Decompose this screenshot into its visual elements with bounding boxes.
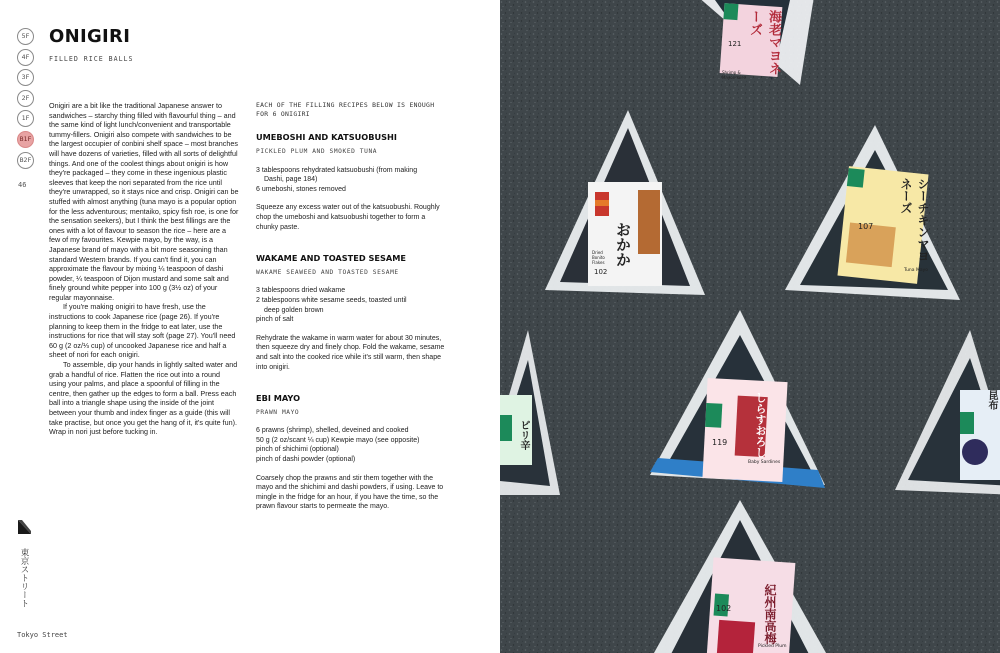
ingredient-list xyxy=(256,166,446,195)
recipe-subtitle: PRAWN MAYO xyxy=(256,408,300,416)
page-title: ONIGIRI xyxy=(49,26,131,47)
onigiri-label-tuna: シーチキンマヨネーズ xyxy=(899,178,930,262)
ingredient: 3 tablespoons rehydrated katsuobushi (from making xyxy=(256,166,418,174)
floor-navigation xyxy=(17,28,34,172)
section-vertical-label: 東京ストリート xyxy=(19,548,29,608)
onigiri-sub-okaka: Dried Bonito Flakes xyxy=(592,250,605,265)
recipe-method: Rehydrate the wakame in warm water for about 30 minutes, then squeeze dry and finely chop. Fold the wakame, sesame and salt into the cooked rice while it's still warm, then shape into onigiri. xyxy=(256,334,445,371)
onigiri-icon xyxy=(16,518,32,536)
ingredient: 3 tablespoons dried wakame xyxy=(256,287,346,295)
onigiri-price-okaka: 102 xyxy=(594,268,608,276)
recipe-yield-note: EACH OF THE FILLING RECIPES BELOW IS ENOUGH FOR 6 ONIGIRI xyxy=(256,101,435,119)
onigiri-label-shirasu: しらすおろし xyxy=(754,392,767,458)
ingredient: 6 prawns (shrimp), shelled, deveined and cooked xyxy=(256,427,409,435)
recipe-title: EBI MAYO xyxy=(256,393,301,404)
onigiri-label-ume: 紀州南高梅 xyxy=(763,584,777,644)
onigiri-sub-tuna: Tuna Mayo xyxy=(904,268,929,273)
rice-paragraph: If you're making onigiri to have fresh, use the instructions to cook Japanese rice (page 26). If you're planning to keep them in the fridge to eat later, use the instructions for rice that will stay soft (page 27). You'll need 60 g (2 oz/⅓ cup) of uncooked Japanese rice and half a sheet of nori for each onigiri. xyxy=(49,302,236,360)
intro-paragraph: Onigiri are a bit like the traditional Japanese answer to sandwiches – starchy thing filled with flavourful thing – and the same kind of light lunch/convenient and transportable tummy-fillers. Onigiri also compete with sandwiches to be the largest occupier of conbini shelf space – most branches will have dozens of varieties, filled with all sorts of delightful things. And one of the coolest things about onigiri is how they're packaged – they come in these ingenious plastic sleeves that keep the nori separated from the rice until they're unwrapped, so it stays nice and crisp. Onigiri can be stuffed with almost anything (tuna mayo is a popular option for the less adventurous; mentaiko, spicy fish roe, is one for the sensation seekers), but I think the best fillings are the ones with a lot of flavour to season the rice – here are a few of my favourites. Kewpie mayo, by the way, is a Japanese brand of mayo with a bit more seasoning than standard Western brands. If you can't find it, you can approximate the flavour by mixing ¼ teaspoon of dashi powder, ¼ teaspoon of Dijon mustard and some salt and finely ground white pepper into 100 g (3½ oz) of your regular mayonnaise. xyxy=(49,101,239,302)
onigiri-sub-shrimp: Shrimp & Mayonnaise xyxy=(722,70,746,80)
page-number: 46 xyxy=(18,181,27,189)
assembly-paragraph: To assemble, dip your hands in lightly salted water and grab a handful of rice. Flatten the rice out into a round using your palms, and place a spoonful of filling in the centre, then gather up the edges to form a ball. Press each ball into a triangle shape using the inside of the joint between your thumb and index finger as a guide (this will take practise, but once you get the hang of it, it's quite fun). Wrap in nori just before tucking in. xyxy=(49,360,238,437)
floor-1f-button[interactable]: 1F xyxy=(17,110,34,127)
ingredient: pinch of shichimi (optional) xyxy=(256,446,339,454)
floor-3f-button[interactable]: 3F xyxy=(17,69,34,86)
book-footer-label: Tokyo Street xyxy=(17,631,68,639)
onigiri-label-okaka: おかか xyxy=(614,222,632,267)
ingredient: 50 g (2 oz/scant ¼ cup) Kewpie mayo (see opposite) xyxy=(256,436,420,444)
floor-4f-button[interactable]: 4F xyxy=(17,49,34,66)
ingredient: deep golden brown xyxy=(264,306,324,314)
recipe-wakame xyxy=(256,254,446,372)
onigiri-price-tuna: 107 xyxy=(858,222,874,231)
ingredient: pinch of salt xyxy=(256,316,294,324)
intro-column xyxy=(49,101,239,437)
floor-b2f-button[interactable]: B2F xyxy=(17,152,34,169)
floor-2f-button[interactable]: 2F xyxy=(17,90,34,107)
ingredient: 6 umeboshi, stones removed xyxy=(256,185,346,193)
floor-5f-button[interactable]: 5F xyxy=(17,28,34,45)
recipe-ebi-mayo xyxy=(256,394,446,512)
ingredient: pinch of dashi powder (optional) xyxy=(256,456,356,464)
onigiri-photo xyxy=(500,0,1000,653)
onigiri-sub-shirasu: Baby Sardines xyxy=(748,460,781,465)
recipe-title: UMEBOSHI AND KATSUOBUSHI xyxy=(256,132,397,143)
ingredient-list xyxy=(256,426,446,464)
recipe-subtitle: PICKLED PLUM AND SMOKED TUNA xyxy=(256,148,378,155)
page-subtitle: FILLED RICE BALLS xyxy=(49,55,134,63)
onigiri-label-shrimp: 海老マヨネーズ xyxy=(747,10,781,75)
onigiri-sub-ume: Pickled Plum xyxy=(758,644,787,649)
recipe-method: Squeeze any excess water out of the katsuobushi. Roughly chop the umeboshi and katsuobushi together to form a chunky paste. xyxy=(256,204,440,231)
onigiri-label-kombu: 昆布 xyxy=(986,390,997,410)
ingredient: 2 tablespoons white sesame seeds, toasted until xyxy=(256,296,407,304)
recipe-method: Coarsely chop the prawns and stir them together with the mayo and the shichimi and dashi powders, if using. Leave to mingle in the fridge for an hour, if you have the time, so the prawn flavour starts to permeate the mayo. xyxy=(256,474,444,511)
ingredient-list xyxy=(256,286,446,324)
onigiri-price-shirasu: 119 xyxy=(712,438,728,447)
ingredient: Dashi, page 184) xyxy=(264,176,318,184)
onigiri-label-pirikara: ピリ辛 xyxy=(518,420,529,450)
recipe-umeboshi xyxy=(256,133,446,232)
recipe-subtitle: WAKAME SEAWEED AND TOASTED SESAME xyxy=(256,268,399,276)
floor-b1f-button[interactable]: B1F xyxy=(17,131,34,148)
onigiri-price-ume: 102 xyxy=(716,604,732,613)
asphalt-background xyxy=(500,0,1000,653)
recipe-title: WAKAME AND TOASTED SESAME xyxy=(256,253,406,264)
onigiri-price-shrimp: 121 xyxy=(728,40,742,48)
recipes-column xyxy=(256,101,446,512)
